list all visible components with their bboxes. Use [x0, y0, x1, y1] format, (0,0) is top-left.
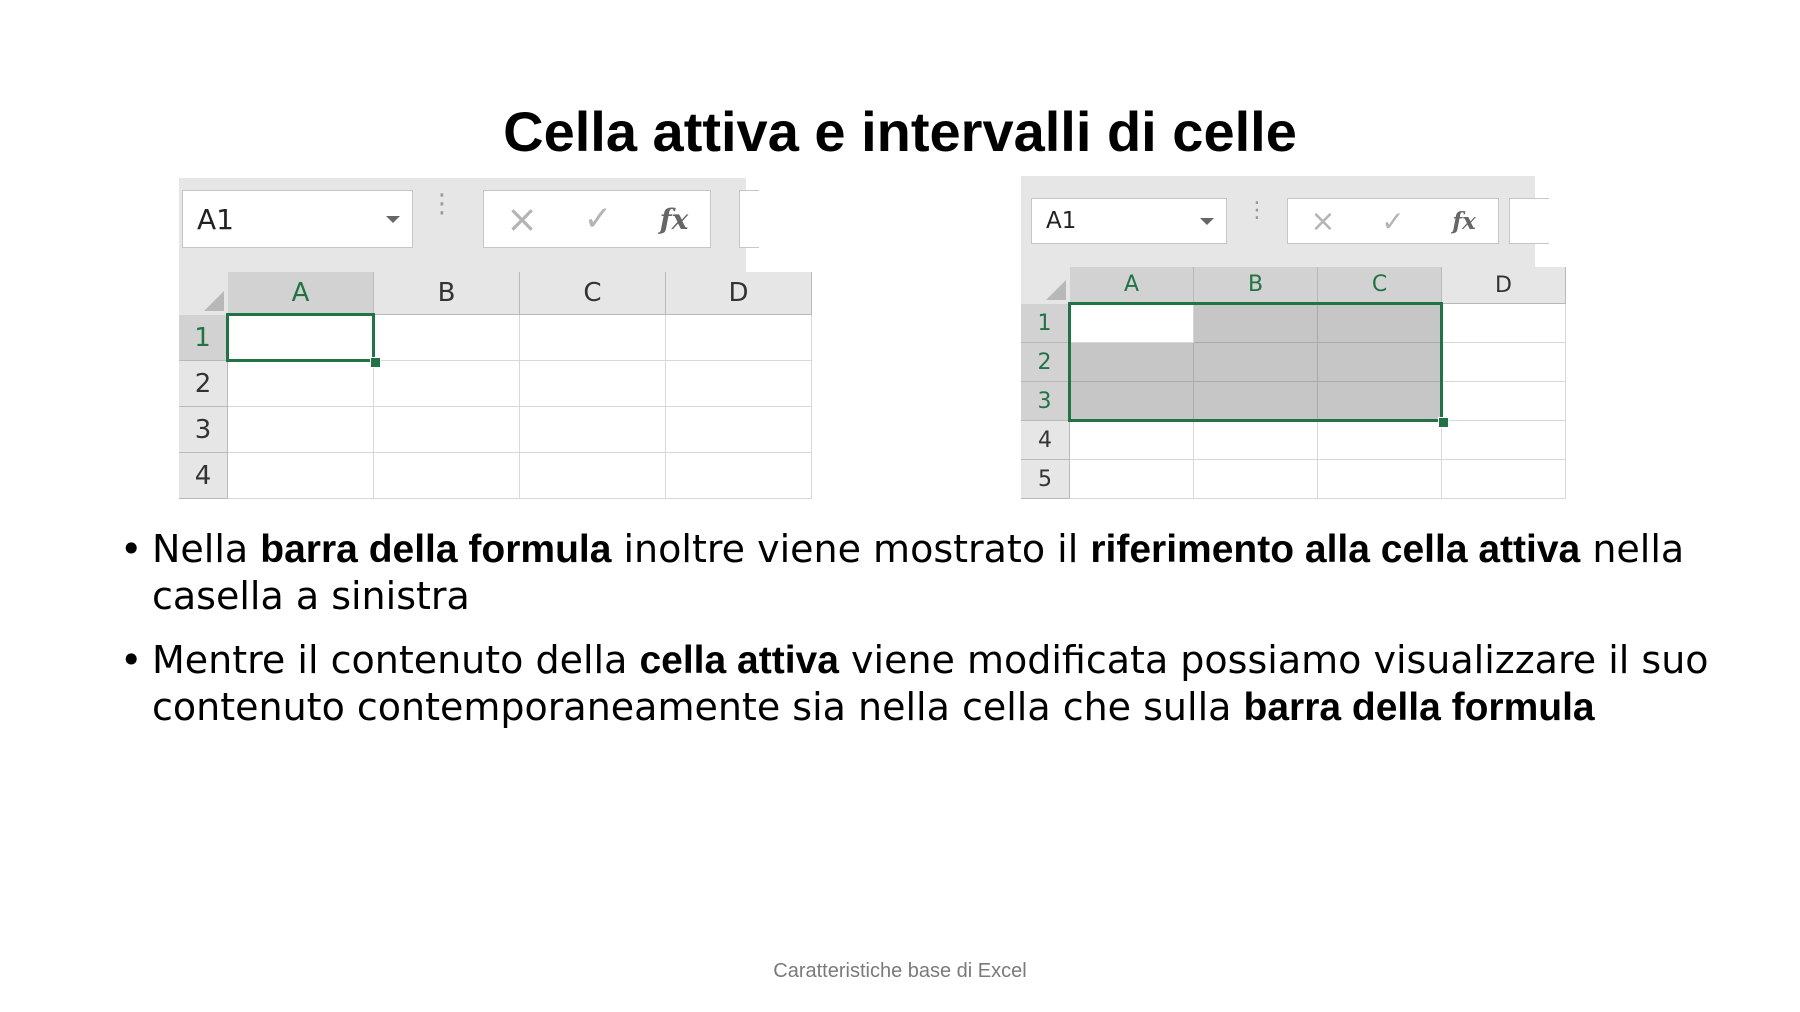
cell-a2[interactable] — [228, 361, 374, 407]
formula-bar-input[interactable] — [739, 190, 759, 248]
excel-screenshot-cell-range — [1021, 176, 1535, 504]
bold-term: barra della formula — [1243, 686, 1595, 729]
cell-d1[interactable] — [666, 315, 812, 361]
bullet-dot-icon: • — [120, 638, 143, 682]
vertical-dots-icon: ⋮ — [1246, 198, 1268, 223]
formula-buttons — [483, 190, 711, 248]
enter-check-icon[interactable]: ✓ — [1381, 204, 1405, 238]
select-all-triangle-icon — [204, 291, 224, 311]
chevron-down-icon[interactable] — [386, 216, 400, 223]
excel-screenshot-active-cell — [179, 178, 749, 500]
bullet-item — [120, 526, 1720, 619]
slide-footer: Caratteristiche base di Excel — [773, 960, 1027, 982]
cell-b4[interactable] — [1194, 421, 1318, 460]
slide-title: Cella attiva e intervalli di celle — [503, 100, 1297, 163]
bold-term: cella attiva — [639, 639, 839, 682]
column-header-d[interactable]: D — [666, 272, 812, 315]
bullet-text — [152, 638, 1709, 729]
insert-function-icon[interactable]: fx — [659, 202, 689, 236]
column-header-a[interactable]: A — [228, 272, 374, 315]
cell-a4[interactable] — [228, 453, 374, 499]
selected-range-border — [1068, 302, 1443, 422]
column-header-d[interactable]: D — [1442, 267, 1566, 304]
cell-b5[interactable] — [1194, 460, 1318, 499]
bold-term: barra della formula — [260, 528, 612, 571]
name-box-value: A1 — [1046, 208, 1077, 234]
row-header-3[interactable]: 3 — [1021, 382, 1070, 421]
select-all-corner[interactable] — [1021, 267, 1070, 304]
text-run: Nella — [152, 527, 261, 571]
cell-b3[interactable] — [374, 407, 520, 453]
row-header-5[interactable]: 5 — [1021, 460, 1070, 499]
cancel-icon[interactable]: × — [1310, 203, 1336, 239]
active-cell-border — [226, 313, 375, 362]
cell-a5[interactable] — [1070, 460, 1194, 499]
cell-d2[interactable] — [1442, 343, 1566, 382]
select-all-corner[interactable] — [179, 272, 228, 315]
cell-d3[interactable] — [1442, 382, 1566, 421]
row-header-4[interactable]: 4 — [179, 453, 228, 499]
fill-handle[interactable] — [370, 357, 381, 368]
cell-d5[interactable] — [1442, 460, 1566, 499]
cell-c2[interactable] — [520, 361, 666, 407]
bullet-list — [120, 526, 1720, 749]
row-header-3[interactable]: 3 — [179, 407, 228, 453]
insert-function-icon[interactable]: fx — [1452, 207, 1476, 235]
name-box[interactable] — [1031, 198, 1227, 244]
row-header-2[interactable]: 2 — [179, 361, 228, 407]
bullet-item — [120, 637, 1720, 731]
cell-d3[interactable] — [666, 407, 812, 453]
row-header-4[interactable]: 4 — [1021, 421, 1070, 460]
column-header-b[interactable]: B — [1194, 267, 1318, 304]
bold-term: riferimento alla cella attiva — [1090, 528, 1581, 571]
cell-c4[interactable] — [1318, 421, 1442, 460]
cell-c1[interactable] — [520, 315, 666, 361]
cell-d1[interactable] — [1442, 304, 1566, 343]
fill-handle[interactable] — [1438, 417, 1449, 428]
text-run: nella casella a sinistra — [152, 527, 1685, 618]
cell-d4[interactable] — [666, 453, 812, 499]
bullet-dot-icon: • — [120, 527, 143, 571]
name-box-value: A1 — [197, 202, 234, 236]
text-run: inoltre viene mostrato il — [611, 527, 1091, 571]
formula-bar-input[interactable] — [1509, 198, 1549, 244]
enter-check-icon[interactable]: ✓ — [583, 199, 613, 239]
cell-a4[interactable] — [1070, 421, 1194, 460]
name-box[interactable] — [182, 190, 413, 248]
cell-d4[interactable] — [1442, 421, 1566, 460]
chevron-down-icon[interactable] — [1200, 218, 1214, 225]
column-header-b[interactable]: B — [374, 272, 520, 315]
cell-c5[interactable] — [1318, 460, 1442, 499]
cell-a3[interactable] — [228, 407, 374, 453]
column-header-a[interactable]: A — [1070, 267, 1194, 304]
bullet-text — [152, 527, 1684, 618]
cell-c4[interactable] — [520, 453, 666, 499]
formula-buttons — [1287, 198, 1499, 244]
cell-d2[interactable] — [666, 361, 812, 407]
text-run: viene modificata possiamo visualizzare il suo contenuto contemporaneamente sia nella cella che sulla — [152, 638, 1709, 729]
column-header-c[interactable]: C — [520, 272, 666, 315]
cell-b1[interactable] — [374, 315, 520, 361]
vertical-dots-icon: ⋮ — [429, 189, 455, 219]
cell-b2[interactable] — [374, 361, 520, 407]
cancel-icon[interactable]: × — [506, 197, 538, 241]
select-all-triangle-icon — [1046, 280, 1066, 300]
cell-b4[interactable] — [374, 453, 520, 499]
row-header-2[interactable]: 2 — [1021, 343, 1070, 382]
column-header-c[interactable]: C — [1318, 267, 1442, 304]
row-header-1[interactable]: 1 — [1021, 304, 1070, 343]
text-run: Mentre il contenuto della — [152, 638, 640, 682]
row-header-1[interactable]: 1 — [179, 315, 228, 361]
cell-c3[interactable] — [520, 407, 666, 453]
